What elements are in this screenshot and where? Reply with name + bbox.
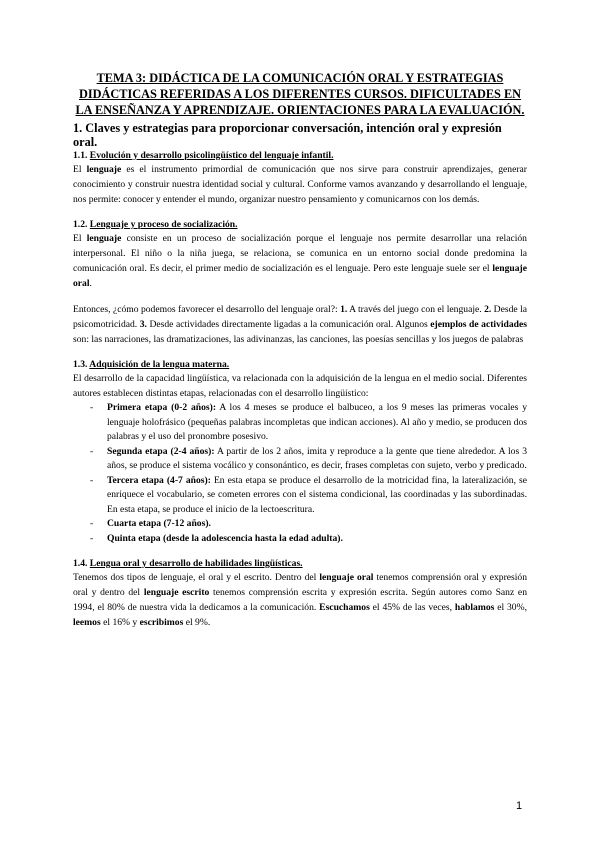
- paragraph-1-2-a: [73, 231, 527, 291]
- stage-label: Segunda etapa (2-4 años):: [107, 445, 215, 457]
- list-item: [73, 445, 527, 474]
- bold-term: hablamos: [454, 602, 495, 613]
- stage-text: En esta etapa se produce el desarrollo de la motricidad fina, la lateralización, se enriquece el vocabulario, se cometen errores con el sistema condicional, las coordinadas y las subordinadas. En esta etapa, se produce el inicio de la lectoescritura.: [107, 474, 528, 515]
- text-run: el 16% y: [100, 617, 140, 628]
- text-run: tenemos comprensión escrita y expresión escrita. Según autores como Sanz en 1994, el 80% de nuestra vida la dedicamos a la comunicación.: [73, 587, 527, 613]
- document-title: [73, 70, 527, 118]
- list-item: [73, 517, 527, 532]
- text-run: A través del juego con el lenguaje.: [347, 304, 485, 315]
- bold-term: lenguaje oral: [319, 572, 374, 583]
- text-run: Tenemos dos tipos de lenguaje, el oral y el escrito. Dentro del: [73, 572, 320, 583]
- subsection-1-2-heading: [73, 218, 527, 231]
- text-run: son: las narraciones, las dramatizaciones, las adivinanzas, las canciones, las poesías sencillas y los juegos de palabras: [73, 334, 524, 345]
- text-run: Desde actividades directamente ligadas a la comunicación oral. Algunos: [146, 319, 431, 330]
- text-run: Entonces, ¿cómo podemos favorecer el desarrollo del lenguaje oral?:: [73, 304, 341, 315]
- text-run: el 45% de las veces,: [369, 602, 455, 613]
- paragraph-1-3: El desarrollo de la capacidad lingüística, va relacionada con la adquisición de la lengua en el medio social. Diferentes autores establecen distintas etapas, relacionadas con el desarrollo lingüístico:: [73, 373, 527, 399]
- paragraph-1-2-b: [73, 302, 527, 347]
- subsection-title: Evolución y desarrollo psicolingüístico del lenguaje infantil.: [89, 150, 334, 161]
- text-run: consiste en un proceso de socialización porque el lenguaje nos permite desarrollar una relación interpersonal. El niño o la niña juega, se relaciona, se comunica en un entorno social donde predomina la comunicación oral. Es decir, el primer medio de socialización es el lenguaje. Pero este lenguaje suele ser el: [73, 233, 527, 274]
- subsection-number: 1.4.: [73, 558, 88, 569]
- text-run: tenemos comprensión oral y expresión oral y dentro del: [73, 572, 528, 598]
- stage-label: Tercera etapa (4-7 años):: [107, 474, 211, 486]
- section-1-heading: 1. Claves y estrategias para proporcionar conversación, intención oral y expresión oral.: [73, 121, 502, 149]
- subsection-1-3-heading: [73, 358, 527, 371]
- text-run: El: [73, 233, 87, 244]
- subsection-title: Lenguaje y proceso de socialización.: [89, 219, 238, 230]
- subsection-title: Adquisición de la lengua materna.: [89, 359, 230, 370]
- bold-term: leemos: [73, 617, 101, 628]
- stage-text: A los 4 meses se produce el balbuceo, a los 9 meses las primeras vocales y lenguaje holofrásico (pequeñas palabras incompletas que indican acciones). Al año y medio, se producen dos palabras y el uso del pronombre posesivo.: [107, 402, 527, 442]
- bold-term: lenguaje: [86, 233, 122, 244]
- stage-text: A partir de los 2 años, imita y reproduce a la gente que tiene alrededor. A los 3 años, se produce el sistema vocálico y consonántico, es decir, frases completas con sujeto, verbo y predicado.: [107, 445, 527, 471]
- bold-term: Escuchamos: [319, 602, 370, 613]
- text-run: El: [73, 164, 87, 175]
- stage-label: Cuarta etapa (7-12 años).: [107, 518, 211, 529]
- subsection-number: 1.1.: [73, 150, 88, 161]
- title-line-3: LA ENSEÑANZA Y APRENDIZAJE. ORIENTACIONES PARA LA EVALUACIÓN.: [75, 103, 525, 117]
- list-item: [73, 532, 527, 547]
- bold-term: 1.: [340, 304, 348, 315]
- title-line-1: TEMA 3: DIDÁCTICA DE LA COMUNICACIÓN ORAL Y ESTRATEGIAS: [96, 71, 504, 85]
- paragraph-1-1: [73, 162, 527, 207]
- text-run: Desde la psicomotricidad.: [73, 304, 527, 330]
- bold-term: lenguaje escrito: [143, 587, 210, 598]
- bold-term: 3.: [139, 319, 147, 330]
- list-item: [73, 474, 527, 518]
- subsection-number: 1.2.: [73, 219, 88, 230]
- subsection-1-1-heading: [73, 149, 527, 162]
- text-run: .: [89, 278, 92, 289]
- bold-term: escribimos: [139, 617, 184, 628]
- stage-label: Quinta etapa (desde la adolescencia hasta la edad adulta).: [107, 532, 343, 544]
- stages-list: [73, 401, 527, 546]
- subsection-1-4-heading: [73, 557, 527, 570]
- subsection-number: 1.3.: [73, 359, 88, 370]
- page-number: 1: [516, 800, 523, 812]
- bold-term: 2.: [484, 304, 492, 315]
- bold-term: ejemplos de actividades: [430, 319, 527, 330]
- title-line-2: DIDÁCTICAS REFERIDAS A LOS DIFERENTES CURSOS. DIFICULTADES EN: [78, 87, 522, 101]
- subsection-title: Lengua oral y desarrollo de habilidades lingüísticas.: [89, 558, 303, 569]
- text-run: el 30%,: [494, 602, 527, 613]
- bold-term: lenguaje oral: [73, 263, 527, 289]
- list-item: [73, 401, 527, 445]
- text-run: el 9%.: [183, 617, 211, 628]
- paragraph-1-4: [73, 570, 527, 630]
- stage-label: Primera etapa (0-2 años):: [107, 402, 217, 413]
- bold-term: lenguaje: [86, 164, 122, 175]
- text-run: es el instrumento primordial de comunicación que nos sirve para construir aprendizajes, generar conocimiento y construir nuestra identidad social y cultural. Conforme vamos avanzando y desarrollando el lenguaje, nos permite: conocer y entender el mundo, organizar nuestro pensamiento y comunicarnos con los demás.: [73, 164, 527, 205]
